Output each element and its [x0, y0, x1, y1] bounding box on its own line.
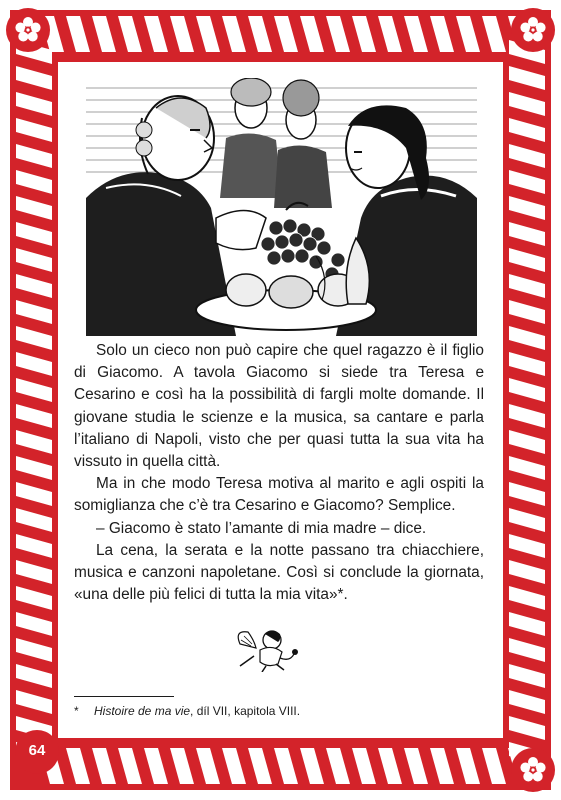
flower-icon — [511, 8, 555, 52]
dialogue-line: – Giacomo è stato l’amante di mia madre – dice. — [96, 519, 427, 537]
body-text — [74, 340, 484, 606]
flower-icon — [6, 8, 50, 52]
footnote-reference: , díl VII, kapitola VIII. — [190, 704, 301, 718]
footnote-marker: * — [74, 704, 79, 718]
illustration — [86, 78, 477, 336]
page-number: 64 — [28, 742, 46, 759]
paragraph: Ma in che modo Teresa motiva al marito e agli ospiti la somiglianza che c’è tra Cesarino e Giacomo? Semplice. — [74, 475, 484, 515]
footnote-divider — [74, 696, 174, 697]
cupid-icon — [232, 626, 302, 672]
paragraph: La cena, la serata e la notte passano tra chiacchiere, musica e canzoni napoletane. Così si conclude la giornata, «una delle più felici di tutta la mia vita»*. — [74, 541, 484, 604]
footnote — [74, 704, 494, 718]
flower-icon — [511, 748, 555, 792]
footnote-title: Histoire de ma vie — [94, 704, 191, 718]
paragraph: Solo un cieco non può capire che quel ragazzo è il figlio di Giacomo. A tavola Giacomo si siede tra Teresa e Cesarino e così ha la possibilità di fargli molte domande. Il giovane studia le scienze e la musica, sa cantare e parla l’italiano di Napoli, visto che per quasi tutta la sua vita ha vissuto in quella città. — [74, 342, 484, 471]
